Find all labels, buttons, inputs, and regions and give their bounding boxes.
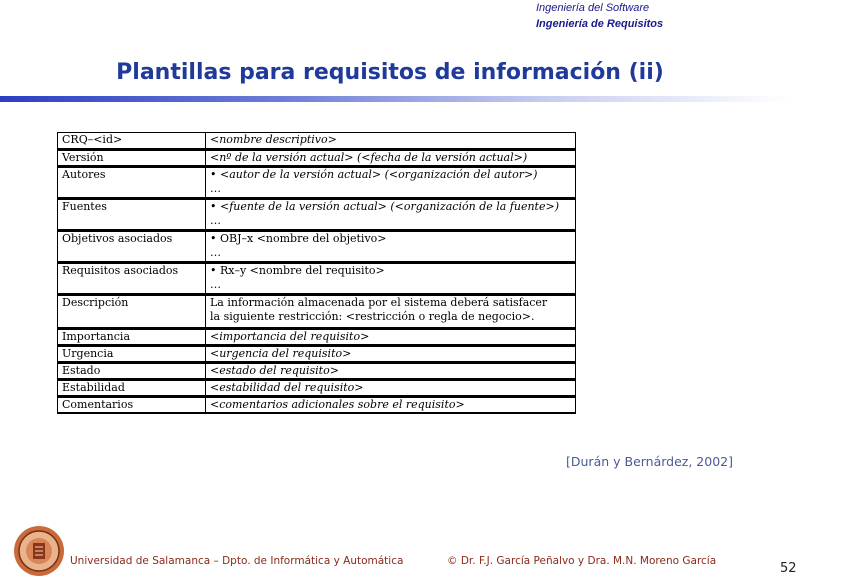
- row-key: Fuentes: [58, 199, 206, 231]
- row-key: Autores: [58, 167, 206, 199]
- course-title: Ingeniería del Software: [536, 2, 650, 14]
- row-key: Comentarios: [58, 397, 206, 414]
- table-row: [58, 199, 576, 231]
- row-value: • <fuente de la versión actual> (<organización de la fuente>) …: [206, 199, 576, 231]
- title-underline: [0, 96, 790, 102]
- table-row: [58, 329, 576, 346]
- row-value: <comentarios adicionales sobre el requisito>: [206, 397, 576, 414]
- row-key: Importancia: [58, 329, 206, 346]
- row-value: <estado del requisito>: [206, 363, 576, 380]
- footer-authors: © Dr. F.J. García Peñalvo y Dra. M.N. Moreno García: [447, 555, 717, 567]
- row-key: Estabilidad: [58, 380, 206, 397]
- table-row: [58, 133, 576, 150]
- citation: [Durán y Bernárdez, 2002]: [566, 454, 733, 469]
- table-row: [58, 295, 576, 329]
- section-title: Ingeniería de Requisitos: [536, 18, 664, 30]
- table-row: [58, 167, 576, 199]
- row-key: CRQ–<id>: [58, 133, 206, 150]
- table-row: [58, 346, 576, 363]
- university-seal-icon: [13, 525, 65, 577]
- row-value: <importancia del requisito>: [206, 329, 576, 346]
- table-row: [58, 397, 576, 414]
- row-value: • Rx–y <nombre del requisito> …: [206, 263, 576, 295]
- footer-university: Universidad de Salamanca – Dpto. de Informática y Automática: [70, 555, 404, 567]
- row-key: Urgencia: [58, 346, 206, 363]
- slide-title: Plantillas para requisitos de información (ii): [116, 60, 664, 85]
- table-row: [58, 231, 576, 263]
- table-row: [58, 150, 576, 167]
- row-key: Versión: [58, 150, 206, 167]
- page-number: 52: [780, 561, 797, 576]
- row-value: <nombre descriptivo>: [206, 133, 576, 150]
- row-key: Estado: [58, 363, 206, 380]
- row-key: Descripción: [58, 295, 206, 329]
- row-value: • OBJ–x <nombre del objetivo> …: [206, 231, 576, 263]
- table-row: [58, 380, 576, 397]
- row-key: Requisitos asociados: [58, 263, 206, 295]
- requirements-template-table: [57, 132, 576, 414]
- row-key: Objetivos asociados: [58, 231, 206, 263]
- row-value: • <autor de la versión actual> (<organización del autor>) …: [206, 167, 576, 199]
- row-value: <nº de la versión actual> (<fecha de la versión actual>): [206, 150, 576, 167]
- table-row: [58, 363, 576, 380]
- table-row: [58, 263, 576, 295]
- row-value: <estabilidad del requisito>: [206, 380, 576, 397]
- row-value: La información almacenada por el sistema deberá satisfacer la siguiente restricción: <restricción o regla de negocio>.: [206, 295, 576, 329]
- row-value: <urgencia del requisito>: [206, 346, 576, 363]
